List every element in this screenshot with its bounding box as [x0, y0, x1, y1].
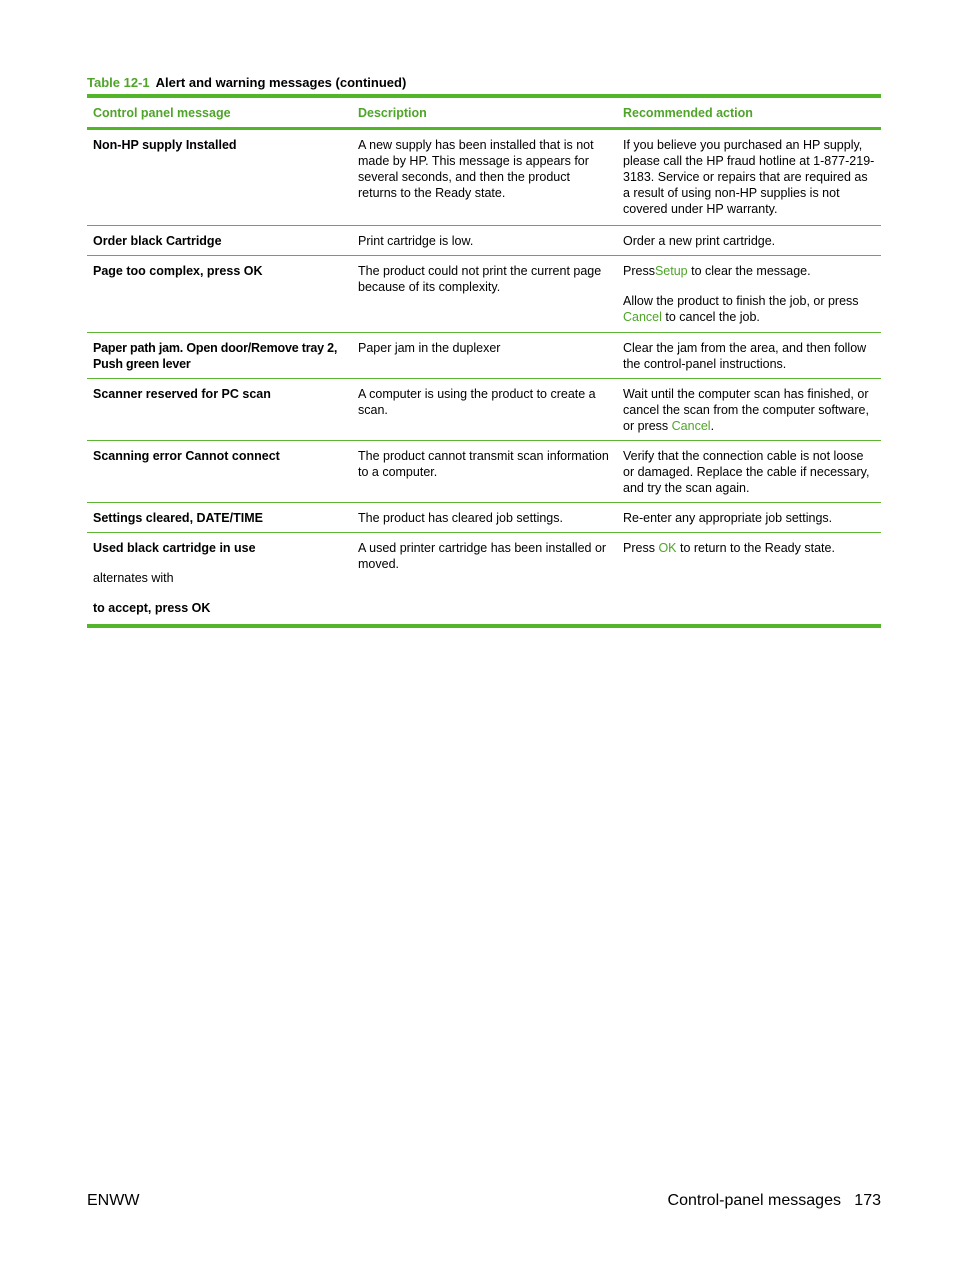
description-cell: Paper jam in the duplexer: [358, 341, 501, 355]
action-cell: If you believe you purchased an HP supply, please call the HP fraud hotline at 1-877-219-3183. Service or repairs that are required as a result of using non-HP supplies is not covered under HP warranty.: [623, 138, 875, 216]
column-header-message: Control panel message: [93, 105, 231, 120]
footer-page-info: Control-panel messages 173: [667, 1192, 881, 1209]
setup-button-reference: Setup: [654, 264, 688, 278]
cancel-button-reference: Cancel: [671, 419, 711, 433]
table-row: [87, 379, 881, 441]
table-title: Alert and warning messages (continued): [155, 75, 407, 90]
message-cell: Page too complex, press OK: [93, 264, 263, 278]
action-text: Press: [623, 541, 659, 555]
column-header-description: Description: [358, 105, 427, 120]
column-header-action: Recommended action: [623, 105, 753, 120]
action-text: to return to the Ready state.: [676, 541, 835, 555]
ok-button-reference: OK: [658, 541, 677, 555]
message-cell: Scanning error Cannot connect: [93, 449, 280, 463]
action-cell: Re-enter any appropriate job settings.: [623, 511, 833, 525]
description-cell: A computer is using the product to create a scan.: [358, 387, 596, 417]
message-cell: Settings cleared, DATE/TIME: [93, 511, 263, 525]
footer-left: ENWW: [87, 1192, 140, 1209]
description-cell: The product could not print the current page because of its complexity.: [358, 264, 602, 294]
action-text: to clear the message.: [687, 264, 811, 278]
table-caption: [87, 75, 406, 90]
action-text: Press: [623, 264, 655, 278]
table-header-row: [87, 98, 881, 127]
description-cell: The product cannot transmit scan information to a computer.: [358, 449, 609, 479]
table-bottom-rule: [87, 624, 881, 628]
action-cell: Order a new print cartridge.: [623, 234, 776, 248]
action-cell: Clear the jam from the area, and then follow the control-panel instructions.: [623, 341, 867, 371]
action-text: to cancel the job.: [661, 310, 760, 324]
table-row: [87, 533, 881, 624]
description-cell: Print cartridge is low.: [358, 234, 474, 248]
message-cell: [87, 533, 352, 624]
table-row: [87, 441, 881, 503]
action-cell: Verify that the connection cable is not loose or damaged. Replace the cable if necessary, and try the scan again.: [623, 449, 870, 495]
description-cell: A new supply has been installed that is not made by HP. This message is appears for several seconds, and then the product returns to the Ready state.: [358, 138, 594, 200]
alert-messages-table: [87, 94, 881, 628]
action-text: .: [710, 419, 715, 433]
table-row: [87, 333, 881, 379]
message-cell: Paper path jam. Open door/Remove tray 2, Push green lever: [93, 341, 338, 371]
action-cell: [617, 533, 881, 624]
message-line: Used black cartridge in use: [93, 541, 256, 555]
message-line: to accept, press OK: [93, 601, 211, 615]
message-line: alternates with: [93, 571, 174, 585]
table-row: [87, 130, 881, 226]
table-row: [87, 503, 881, 533]
action-cell: [617, 379, 881, 440]
message-cell: Order black Cartridge: [93, 234, 222, 248]
description-cell: The product has cleared job settings.: [358, 511, 563, 525]
cancel-button-reference: Cancel: [623, 310, 662, 324]
table-row: [87, 256, 881, 333]
action-text: Wait until the computer scan has finished, or cancel the scan from the computer software, or press: [623, 387, 869, 433]
table-number: Table 12-1: [87, 75, 150, 90]
action-cell: [617, 256, 881, 332]
description-cell: A used printer cartridge has been installed or moved.: [358, 541, 607, 571]
message-cell: Scanner reserved for PC scan: [93, 387, 271, 401]
table-row: [87, 226, 881, 256]
message-cell: Non-HP supply Installed: [93, 138, 237, 152]
action-text: Allow the product to finish the job, or press: [623, 294, 859, 308]
